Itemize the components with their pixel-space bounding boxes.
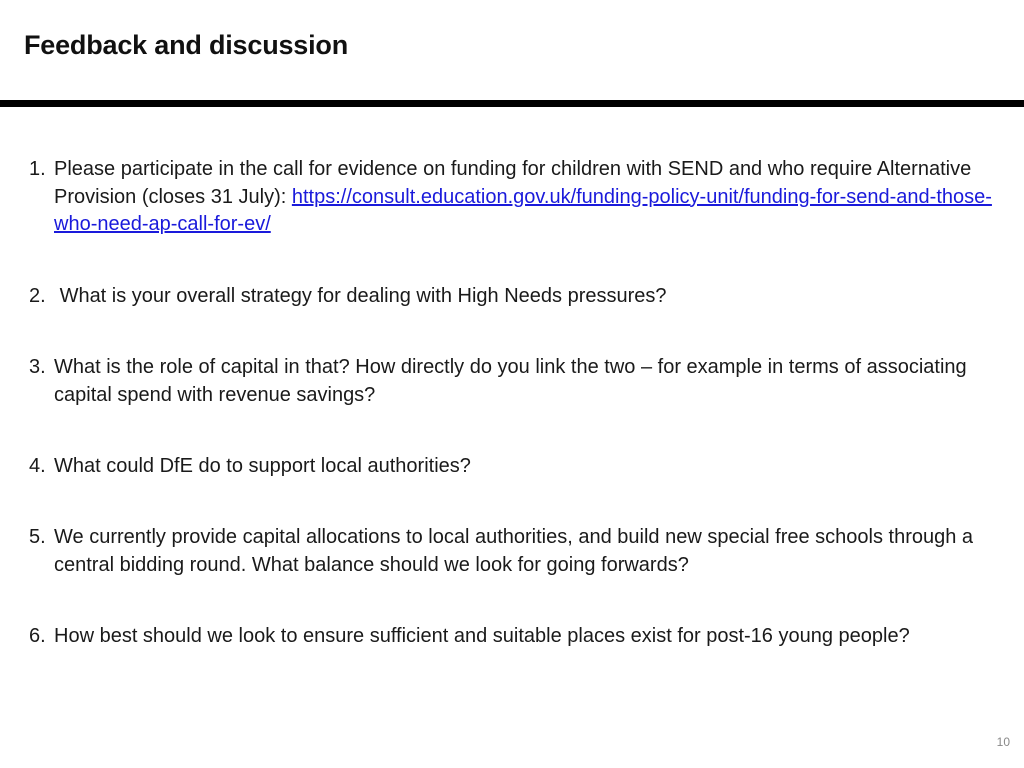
item-text: What could DfE do to support local authorities?	[54, 455, 471, 477]
item-number: 4.	[29, 455, 46, 477]
item-number: 5.	[29, 526, 46, 548]
page-number: 10	[996, 735, 1010, 749]
item-number: 1.	[29, 158, 46, 180]
item-text: What is the role of capital in that? How directly do you link the two – for example in terms of associating capital spend with revenue savings?	[54, 356, 967, 406]
item-text: How best should we look to ensure sufficient and suitable places exist for post-16 young people?	[54, 625, 910, 647]
item-text: What is your overall strategy for dealing with High Needs pressures?	[54, 285, 667, 307]
list-item	[29, 354, 994, 409]
item-number: 2.	[29, 285, 46, 307]
item-number: 6.	[29, 625, 46, 647]
slide-title: Feedback and discussion	[24, 30, 349, 60]
list-item	[29, 524, 994, 579]
consultation-link[interactable]: https://consult.education.gov.uk/funding-policy-unit/funding-for-send-and-those-who-need-ap-call-for-ev/	[54, 185, 992, 235]
list-item	[29, 283, 994, 311]
list-item	[29, 453, 994, 481]
item-body: Please participate in the call for evidence on funding for children with SEND and who require Alternative Provision (closes 31 July):	[54, 158, 972, 208]
item-text: We currently provide capital allocations to local authorities, and build new special free schools through a central bidding round. What balance should we look for going forwards?	[54, 526, 974, 576]
item-number: 3.	[29, 356, 46, 378]
title-divider	[0, 100, 1024, 107]
list-item	[29, 623, 994, 651]
item-text	[29, 156, 994, 239]
list-item	[29, 156, 994, 239]
